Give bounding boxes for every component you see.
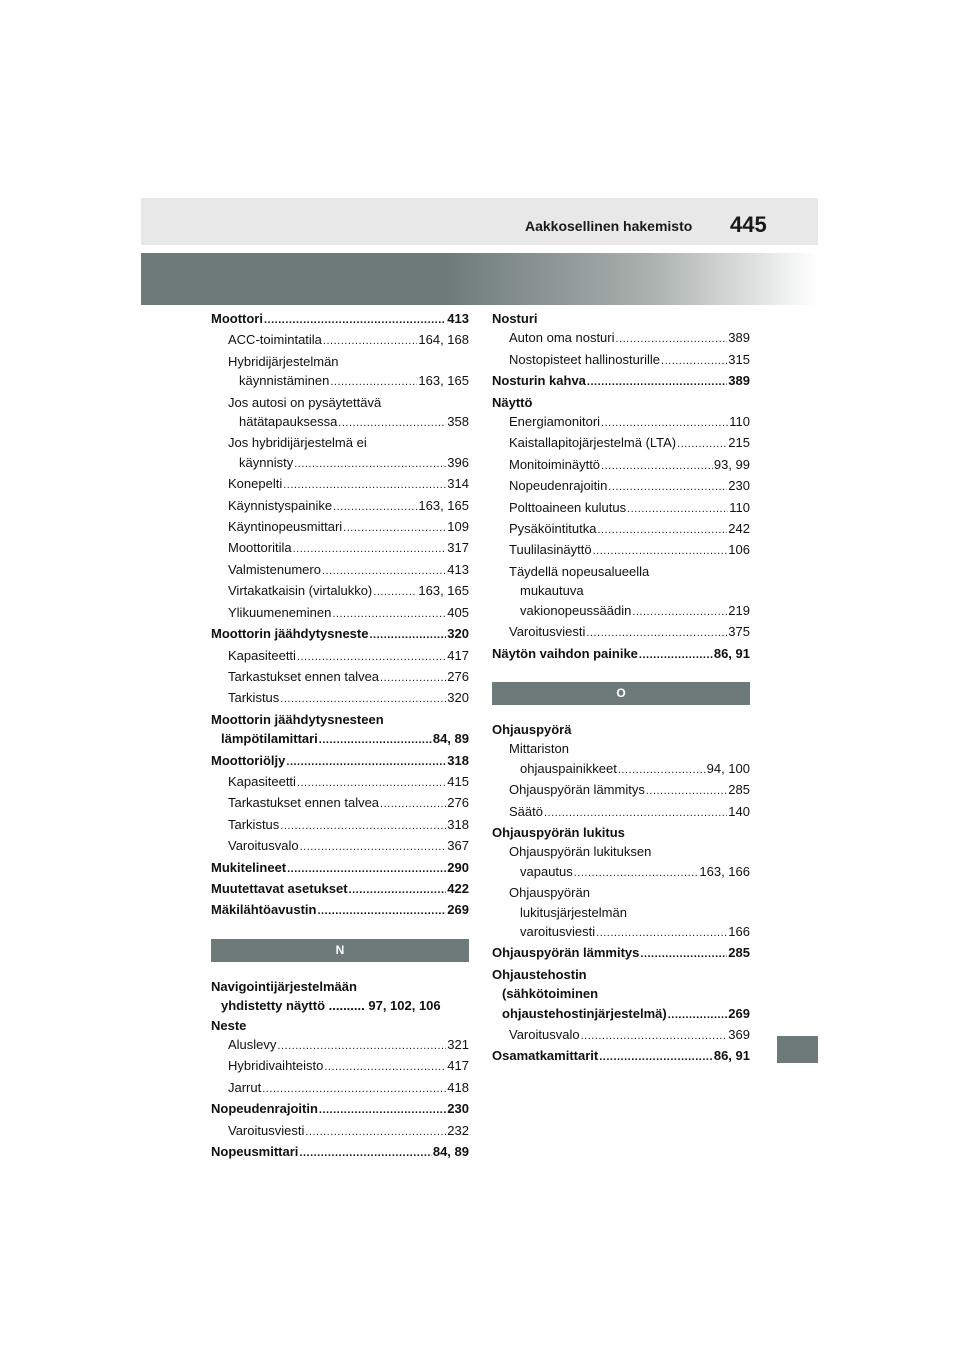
index-entry: Muutettavat asetukset ..... 422 (211, 879, 469, 900)
index-subentry: Tuulilasinäyttö ..... 106 (492, 540, 750, 561)
index-subentry: varoitusviesti ..... 166 (492, 922, 750, 943)
index-subentry: Hybridivaihteisto ..... 417 (211, 1056, 469, 1077)
index-subentry: vakionopeussäädin ..... 219 (492, 601, 750, 622)
index-column-left (211, 309, 469, 1163)
decorative-band (141, 253, 818, 305)
index-entry: Moottorin jäähdytysneste ..... 320 (211, 624, 469, 645)
index-entry: Nopeusmittari ..... 84, 89 (211, 1142, 469, 1163)
index-subentry: Säätö ..... 140 (492, 802, 750, 823)
index-subentry: Jarrut ..... 418 (211, 1078, 469, 1099)
index-entry: Ohjauspyörän lämmitys ..... 285 (492, 943, 750, 964)
index-subentry: Varoitusviesti ..... 375 (492, 622, 750, 643)
index-entry: lämpötilamittari ..... 84, 89 (211, 729, 469, 750)
index-subentry: Konepelti ..... 314 (211, 474, 469, 495)
index-entry-line: Näyttö (492, 394, 533, 410)
section-title: Aakkosellinen hakemisto (525, 218, 693, 234)
index-entry-line: Neste (211, 1017, 247, 1033)
index-subentry: Tarkistus ..... 318 (211, 815, 469, 836)
index-subentry: Ylikuumeneminen ..... 405 (211, 603, 469, 624)
index-subentry: Valmistenumero ..... 413 (211, 560, 469, 581)
index-subentry-line: Hybridijärjestelmän (228, 353, 339, 369)
index-entry: Moottoriöljy ..... 318 (211, 751, 469, 772)
index-subentry: Varoitusvalo ..... 367 (211, 836, 469, 857)
index-subentry: Pysäköintitutka ..... 242 (492, 519, 750, 540)
index-entry-line: Ohjauspyörä (492, 721, 572, 737)
index-subentry: Kapasiteetti ..... 417 (211, 646, 469, 667)
index-subentry-line: Jos hybridijärjestelmä ei (228, 435, 367, 451)
index-subentry: ohjauspainikkeet ..... 94, 100 (492, 759, 750, 780)
index-subentry: Kapasiteetti ..... 415 (211, 772, 469, 793)
index-subentry: Käyntinopeusmittari ..... 109 (211, 517, 469, 538)
index-subentry: Moottoritila ..... 317 (211, 538, 469, 559)
index-entry-line: Moottorin jäähdytysnesteen (211, 711, 384, 727)
index-subentry: Nostopisteet hallinosturille ..... 315 (492, 350, 750, 371)
header-bar (141, 198, 818, 245)
index-subentry: Varoitusviesti ..... 232 (211, 1121, 469, 1142)
index-subentry: Virtakatkaisin (virtalukko) ..... 163, 165 (211, 581, 469, 602)
letter-heading-o: O (492, 682, 750, 705)
index-subentry: Kaistallapitojärjestelmä (LTA) ..... 215 (492, 433, 750, 454)
index-subentry-line: mukautuva (520, 583, 584, 599)
index-subentry-line: Mittariston (509, 741, 569, 757)
index-column-right (492, 309, 750, 1068)
index-entry-line: (sähkötoiminen (502, 986, 599, 1002)
index-subentry-line: lukitusjärjestelmän (520, 904, 627, 920)
index-subentry: Tarkastukset ennen talvea ..... 276 (211, 667, 469, 688)
index-entry: Mukitelineet ..... 290 (211, 858, 469, 879)
index-entry-line: Ohjaustehostin (492, 966, 587, 982)
index-entry-line: Ohjauspyörän lukitus (492, 824, 625, 840)
index-subentry: Energiamonitori ..... 110 (492, 412, 750, 433)
index-subentry: käynnisty ..... 396 (211, 453, 469, 474)
index-subentry: hätätapauksessa ..... 358 (211, 412, 469, 433)
index-subentry: Tarkastukset ennen talvea ..... 276 (211, 793, 469, 814)
index-subentry: Varoitusvalo ..... 369 (492, 1025, 750, 1046)
index-subentry-line: Ohjauspyörän lukituksen (509, 844, 652, 860)
thumb-index-tab (777, 1036, 818, 1063)
index-entry-line: Navigointijärjestelmään (211, 978, 357, 994)
index-entry: Moottori ..... 413 (211, 309, 469, 330)
index-subentry-line: Jos autosi on pysäytettävä (228, 394, 382, 410)
index-subentry: Tarkistus ..... 320 (211, 688, 469, 709)
index-entry-line: Nosturi (492, 311, 538, 326)
index-subentry: vapautus ..... 163, 166 (492, 862, 750, 883)
index-subentry: Ohjauspyörän lämmitys ..... 285 (492, 780, 750, 801)
page-number: 445 (730, 212, 767, 237)
index-entry-line: yhdistetty näyttö .......... 97, 102, 106 (221, 998, 441, 1014)
index-subentry: ACC-toimintatila ..... 164, 168 (211, 330, 469, 351)
index-subentry: Nopeudenrajoitin ..... 230 (492, 476, 750, 497)
index-entry: Näytön vaihdon painike ..... 86, 91 (492, 644, 750, 665)
index-subentry: Monitoiminäyttö ..... 93, 99 (492, 455, 750, 476)
letter-heading-n: N (211, 939, 469, 962)
index-subentry-line: Ohjauspyörän (509, 885, 590, 901)
index-entry: Nopeudenrajoitin ..... 230 (211, 1099, 469, 1120)
index-subentry: Käynnistyspainike ..... 163, 165 (211, 496, 469, 517)
index-subentry: Polttoaineen kulutus ..... 110 (492, 498, 750, 519)
index-subentry: Auton oma nosturi ..... 389 (492, 328, 750, 349)
index-entry: ohjaustehostinjärjestelmä) ..... 269 (492, 1004, 750, 1025)
index-entry: Nosturin kahva ..... 389 (492, 371, 750, 392)
index-subentry: käynnistäminen ..... 163, 165 (211, 371, 469, 392)
index-entry: Osamatkamittarit ..... 86, 91 (492, 1046, 750, 1067)
index-entry: Mäkilähtöavustin ..... 269 (211, 900, 469, 921)
index-subentry: Aluslevy ..... 321 (211, 1035, 469, 1056)
index-subentry-line: Täydellä nopeusalueella (509, 563, 650, 579)
